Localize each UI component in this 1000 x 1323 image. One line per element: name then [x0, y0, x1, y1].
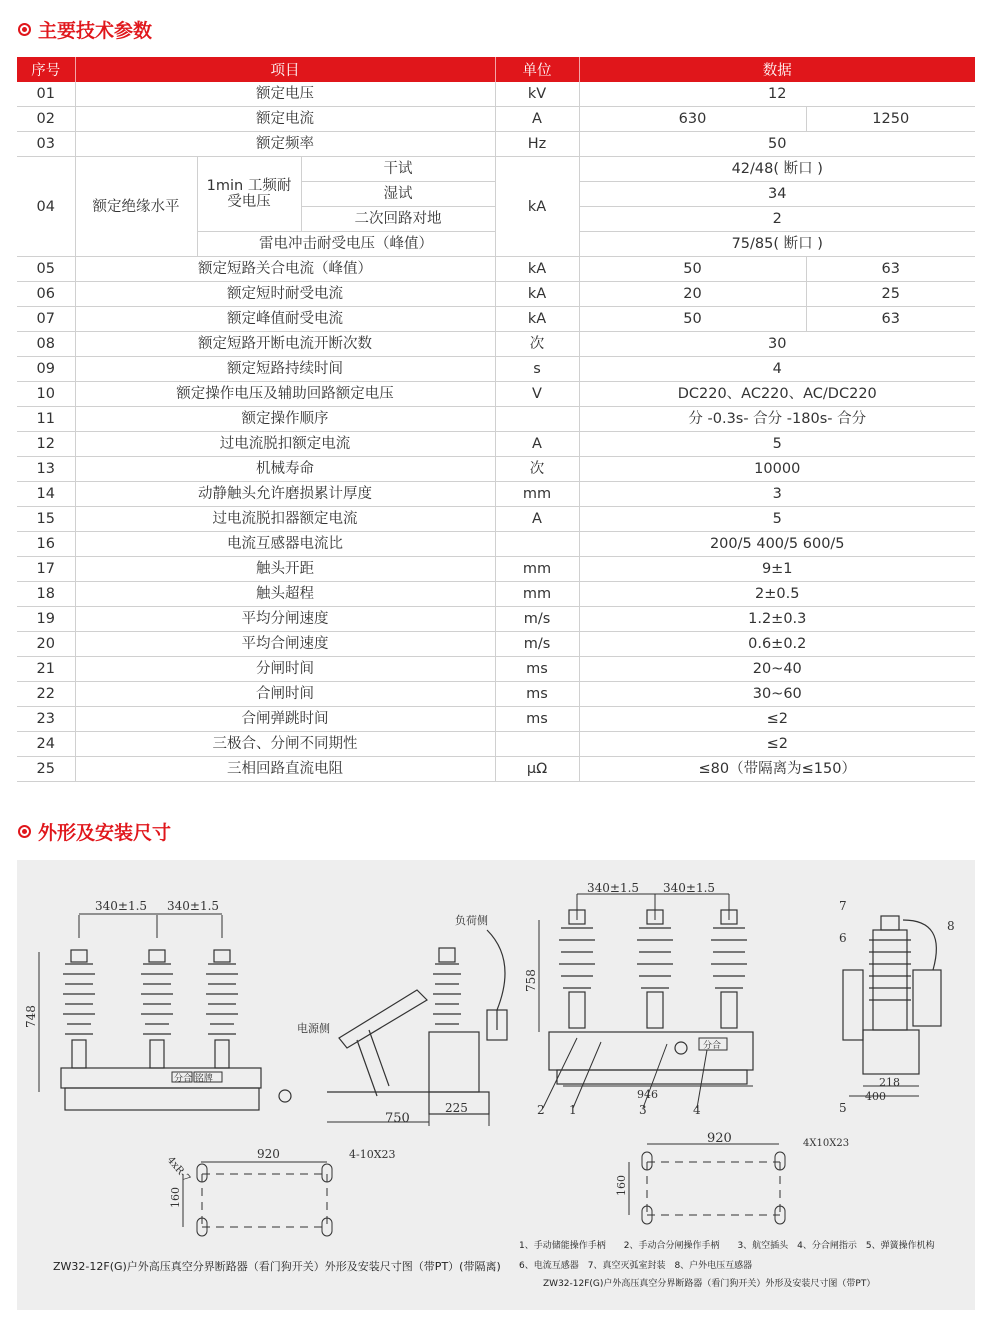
- row-value: 2: [579, 207, 975, 232]
- row-subitem: 1min 工频耐受电压: [197, 157, 301, 232]
- table-row: [17, 607, 975, 632]
- row-value: DC220、AC220、AC/DC220: [579, 382, 975, 407]
- table-row: [17, 407, 975, 432]
- row-subitem-wet: 湿试: [301, 182, 495, 207]
- row-item: 三相回路直流电阻: [75, 757, 495, 782]
- table-row: [17, 382, 975, 407]
- row-number: 15: [17, 507, 75, 532]
- table-row: [17, 332, 975, 357]
- panel-label-left: 分合 铭牌: [174, 1074, 213, 1084]
- dim-340-left-b: 340±1.5: [167, 899, 220, 913]
- row-number: 01: [17, 82, 75, 107]
- table-row: [17, 532, 975, 557]
- table-row: [17, 632, 975, 657]
- row-item: 额定短路开断电流开断次数: [75, 332, 495, 357]
- dim-750: 750: [385, 1111, 410, 1126]
- row-item: 额定绝缘水平: [75, 157, 197, 257]
- row-value: 20~40: [579, 657, 975, 682]
- row-subitem-aux: 二次回路对地: [301, 207, 495, 232]
- row-value-2: 63: [806, 257, 975, 282]
- row-unit: m/s: [495, 607, 579, 632]
- radius-label: 4xR-7: [164, 1154, 192, 1185]
- header-unit: 单位: [495, 57, 579, 82]
- panel-label-right: 分合: [703, 1041, 722, 1051]
- row-number: 23: [17, 707, 75, 732]
- row-value: 30~60: [579, 682, 975, 707]
- row-item: 额定短路关合电流（峰值）: [75, 257, 495, 282]
- row-value: 5: [579, 507, 975, 532]
- row-number: 20: [17, 632, 75, 657]
- row-value-2: 1250: [806, 107, 975, 132]
- callout-6: 6: [839, 931, 847, 945]
- table-row: [17, 757, 975, 782]
- table-row: [17, 157, 975, 182]
- row-number: 12: [17, 432, 75, 457]
- row-unit: A: [495, 507, 579, 532]
- row-item: 合闸弹跳时间: [75, 707, 495, 732]
- table-row: [17, 282, 975, 307]
- row-unit: μΩ: [495, 757, 579, 782]
- row-item: 三极合、分闸不同期性: [75, 732, 495, 757]
- table-header: [17, 57, 975, 82]
- row-value: 2±0.5: [579, 582, 975, 607]
- row-value: 12: [579, 82, 975, 107]
- row-item: 额定电流: [75, 107, 495, 132]
- row-number: 08: [17, 332, 75, 357]
- row-value: 分 -0.3s- 合分 -180s- 合分: [579, 407, 975, 432]
- row-item: 额定电压: [75, 82, 495, 107]
- header-data: 数据: [579, 57, 975, 82]
- dim-920-right: 920: [707, 1131, 732, 1146]
- row-value: 30: [579, 332, 975, 357]
- caption-right: ZW32-12F(G)户外高压真空分界断路器（看门狗开关）外形及安装尺寸图（带PT）: [543, 1279, 876, 1289]
- table-row: [17, 132, 975, 157]
- table-row: [17, 307, 975, 332]
- row-number: 18: [17, 582, 75, 607]
- table-row: [17, 582, 975, 607]
- circle-bullet-icon: [18, 23, 31, 36]
- row-value: 34: [579, 182, 975, 207]
- dim-218: 218: [879, 1076, 900, 1089]
- row-value: 200/5 400/5 600/5: [579, 532, 975, 557]
- hole-spec-right: 4X10X23: [803, 1138, 850, 1149]
- callout-4: 4: [693, 1103, 701, 1117]
- row-item: 过电流脱扣器额定电流: [75, 507, 495, 532]
- row-value-2: 63: [806, 307, 975, 332]
- row-value: 50: [579, 132, 975, 157]
- callout-5: 5: [839, 1101, 847, 1115]
- row-unit: A: [495, 432, 579, 457]
- row-unit: Hz: [495, 132, 579, 157]
- row-number: 04: [17, 157, 75, 257]
- row-subitem-lightning: 雷电冲击耐受电压（峰值）: [197, 232, 495, 257]
- dimension-drawing-svg: [17, 860, 975, 1310]
- row-value: ≤2: [579, 732, 975, 757]
- row-number: 05: [17, 257, 75, 282]
- row-item: 分闸时间: [75, 657, 495, 682]
- row-unit: 次: [495, 332, 579, 357]
- dim-946: 946: [637, 1088, 658, 1101]
- table-row: [17, 457, 975, 482]
- row-unit: kV: [495, 82, 579, 107]
- table-row: [17, 657, 975, 682]
- row-item: 机械寿命: [75, 457, 495, 482]
- row-unit: ms: [495, 682, 579, 707]
- left-front-view: [24, 899, 291, 1110]
- table-row: [17, 257, 975, 282]
- row-number: 10: [17, 382, 75, 407]
- row-item: 额定频率: [75, 132, 495, 157]
- right-footprint: [615, 1131, 849, 1224]
- table-row: [17, 432, 975, 457]
- row-item: 平均分闸速度: [75, 607, 495, 632]
- row-item: 过电流脱扣额定电流: [75, 432, 495, 457]
- load-side-label: 负荷侧: [455, 914, 488, 927]
- callout-2: 2: [537, 1103, 545, 1117]
- dim-340-right-a: 340±1.5: [587, 881, 640, 895]
- dim-340-right-b: 340±1.5: [663, 881, 716, 895]
- row-unit: [495, 732, 579, 757]
- table-row: [17, 682, 975, 707]
- row-value-2: 25: [806, 282, 975, 307]
- section-title-dimensions: 外形及安装尺寸: [18, 818, 171, 845]
- callout-7: 7: [839, 899, 847, 913]
- row-unit: mm: [495, 557, 579, 582]
- left-side-view: [297, 913, 507, 1126]
- row-unit: kA: [495, 257, 579, 282]
- parameters-table: [17, 57, 975, 782]
- table-row: [17, 357, 975, 382]
- circle-bullet-icon: [18, 825, 31, 838]
- row-value: 75/85( 断口 ): [579, 232, 975, 257]
- row-subitem-dry: 干试: [301, 157, 495, 182]
- dim-748: 748: [24, 1005, 38, 1028]
- header-no: 序号: [17, 57, 75, 82]
- row-value-1: 50: [579, 307, 806, 332]
- row-unit: m/s: [495, 632, 579, 657]
- row-unit: ms: [495, 707, 579, 732]
- row-number: 21: [17, 657, 75, 682]
- row-item: 额定短路持续时间: [75, 357, 495, 382]
- row-number: 11: [17, 407, 75, 432]
- table-row: [17, 707, 975, 732]
- row-item: 动静触头允许磨损累计厚度: [75, 482, 495, 507]
- row-unit: V: [495, 382, 579, 407]
- row-value: 10000: [579, 457, 975, 482]
- row-number: 13: [17, 457, 75, 482]
- row-unit: kA: [495, 307, 579, 332]
- row-item: 合闸时间: [75, 682, 495, 707]
- right-side-view: [839, 899, 955, 1115]
- row-number: 25: [17, 757, 75, 782]
- right-front-view: [524, 881, 753, 1117]
- row-unit: [495, 407, 579, 432]
- row-value-1: 630: [579, 107, 806, 132]
- row-number: 17: [17, 557, 75, 582]
- hole-spec-left: 4-10X23: [349, 1148, 396, 1161]
- section-title-parameters: 主要技术参数: [18, 16, 152, 43]
- row-number: 19: [17, 607, 75, 632]
- callout-8: 8: [947, 919, 955, 933]
- row-unit: kA: [495, 282, 579, 307]
- row-number: 09: [17, 357, 75, 382]
- row-item: 额定峰值耐受电流: [75, 307, 495, 332]
- row-value: 0.6±0.2: [579, 632, 975, 657]
- row-value: 42/48( 断口 ): [579, 157, 975, 182]
- row-number: 03: [17, 132, 75, 157]
- row-item: 平均合闸速度: [75, 632, 495, 657]
- power-side-label: 电源侧: [297, 1022, 330, 1035]
- row-unit: mm: [495, 582, 579, 607]
- legend-line-2: 6、电流互感器 7、真空灭弧室封装 8、户外电压互感器: [519, 1261, 753, 1271]
- row-value: ≤2: [579, 707, 975, 732]
- table-row: [17, 557, 975, 582]
- table-row: [17, 82, 975, 107]
- dimension-drawing: [17, 860, 975, 1310]
- row-item: 额定操作顺序: [75, 407, 495, 432]
- dim-758: 758: [524, 969, 538, 992]
- row-unit: kA: [495, 157, 579, 257]
- row-value: 1.2±0.3: [579, 607, 975, 632]
- row-value: ≤80（带隔离为≤150）: [579, 757, 975, 782]
- row-number: 16: [17, 532, 75, 557]
- dim-160-left: 160: [169, 1187, 182, 1208]
- row-unit: [495, 532, 579, 557]
- row-value: 9±1: [579, 557, 975, 582]
- dim-340-left-a: 340±1.5: [95, 899, 148, 913]
- dim-400: 400: [865, 1090, 886, 1103]
- row-number: 14: [17, 482, 75, 507]
- table-row: [17, 107, 975, 132]
- row-value-1: 50: [579, 257, 806, 282]
- row-unit: mm: [495, 482, 579, 507]
- row-number: 24: [17, 732, 75, 757]
- row-unit: ms: [495, 657, 579, 682]
- callout-3: 3: [639, 1103, 647, 1117]
- callout-1: 1: [569, 1103, 577, 1117]
- table-row: [17, 482, 975, 507]
- row-item: 触头开距: [75, 557, 495, 582]
- row-number: 22: [17, 682, 75, 707]
- row-value: 3: [579, 482, 975, 507]
- caption-left: ZW32-12F(G)户外高压真空分界断路器（看门狗开关）外形及安装尺寸图（带PT）(带隔离): [53, 1260, 501, 1273]
- row-number: 07: [17, 307, 75, 332]
- table-row: [17, 732, 975, 757]
- row-unit: 次: [495, 457, 579, 482]
- left-footprint: [165, 1147, 396, 1236]
- row-unit: s: [495, 357, 579, 382]
- dim-160-right: 160: [615, 1175, 628, 1196]
- row-unit: A: [495, 107, 579, 132]
- row-value: 4: [579, 357, 975, 382]
- row-number: 02: [17, 107, 75, 132]
- dim-920-left: 920: [257, 1147, 280, 1161]
- dim-225: 225: [445, 1101, 468, 1115]
- row-item: 额定操作电压及辅助回路额定电压: [75, 382, 495, 407]
- row-item: 触头超程: [75, 582, 495, 607]
- row-value: 5: [579, 432, 975, 457]
- row-item: 额定短时耐受电流: [75, 282, 495, 307]
- row-value-1: 20: [579, 282, 806, 307]
- row-number: 06: [17, 282, 75, 307]
- legend-line-1: 1、手动储能操作手柄 2、手动合分闸操作手柄 3、航空插头 4、分合闸指示 5、弹簧操作机构: [519, 1241, 935, 1251]
- row-item: 电流互感器电流比: [75, 532, 495, 557]
- header-item: 项目: [75, 57, 495, 82]
- table-row: [17, 507, 975, 532]
